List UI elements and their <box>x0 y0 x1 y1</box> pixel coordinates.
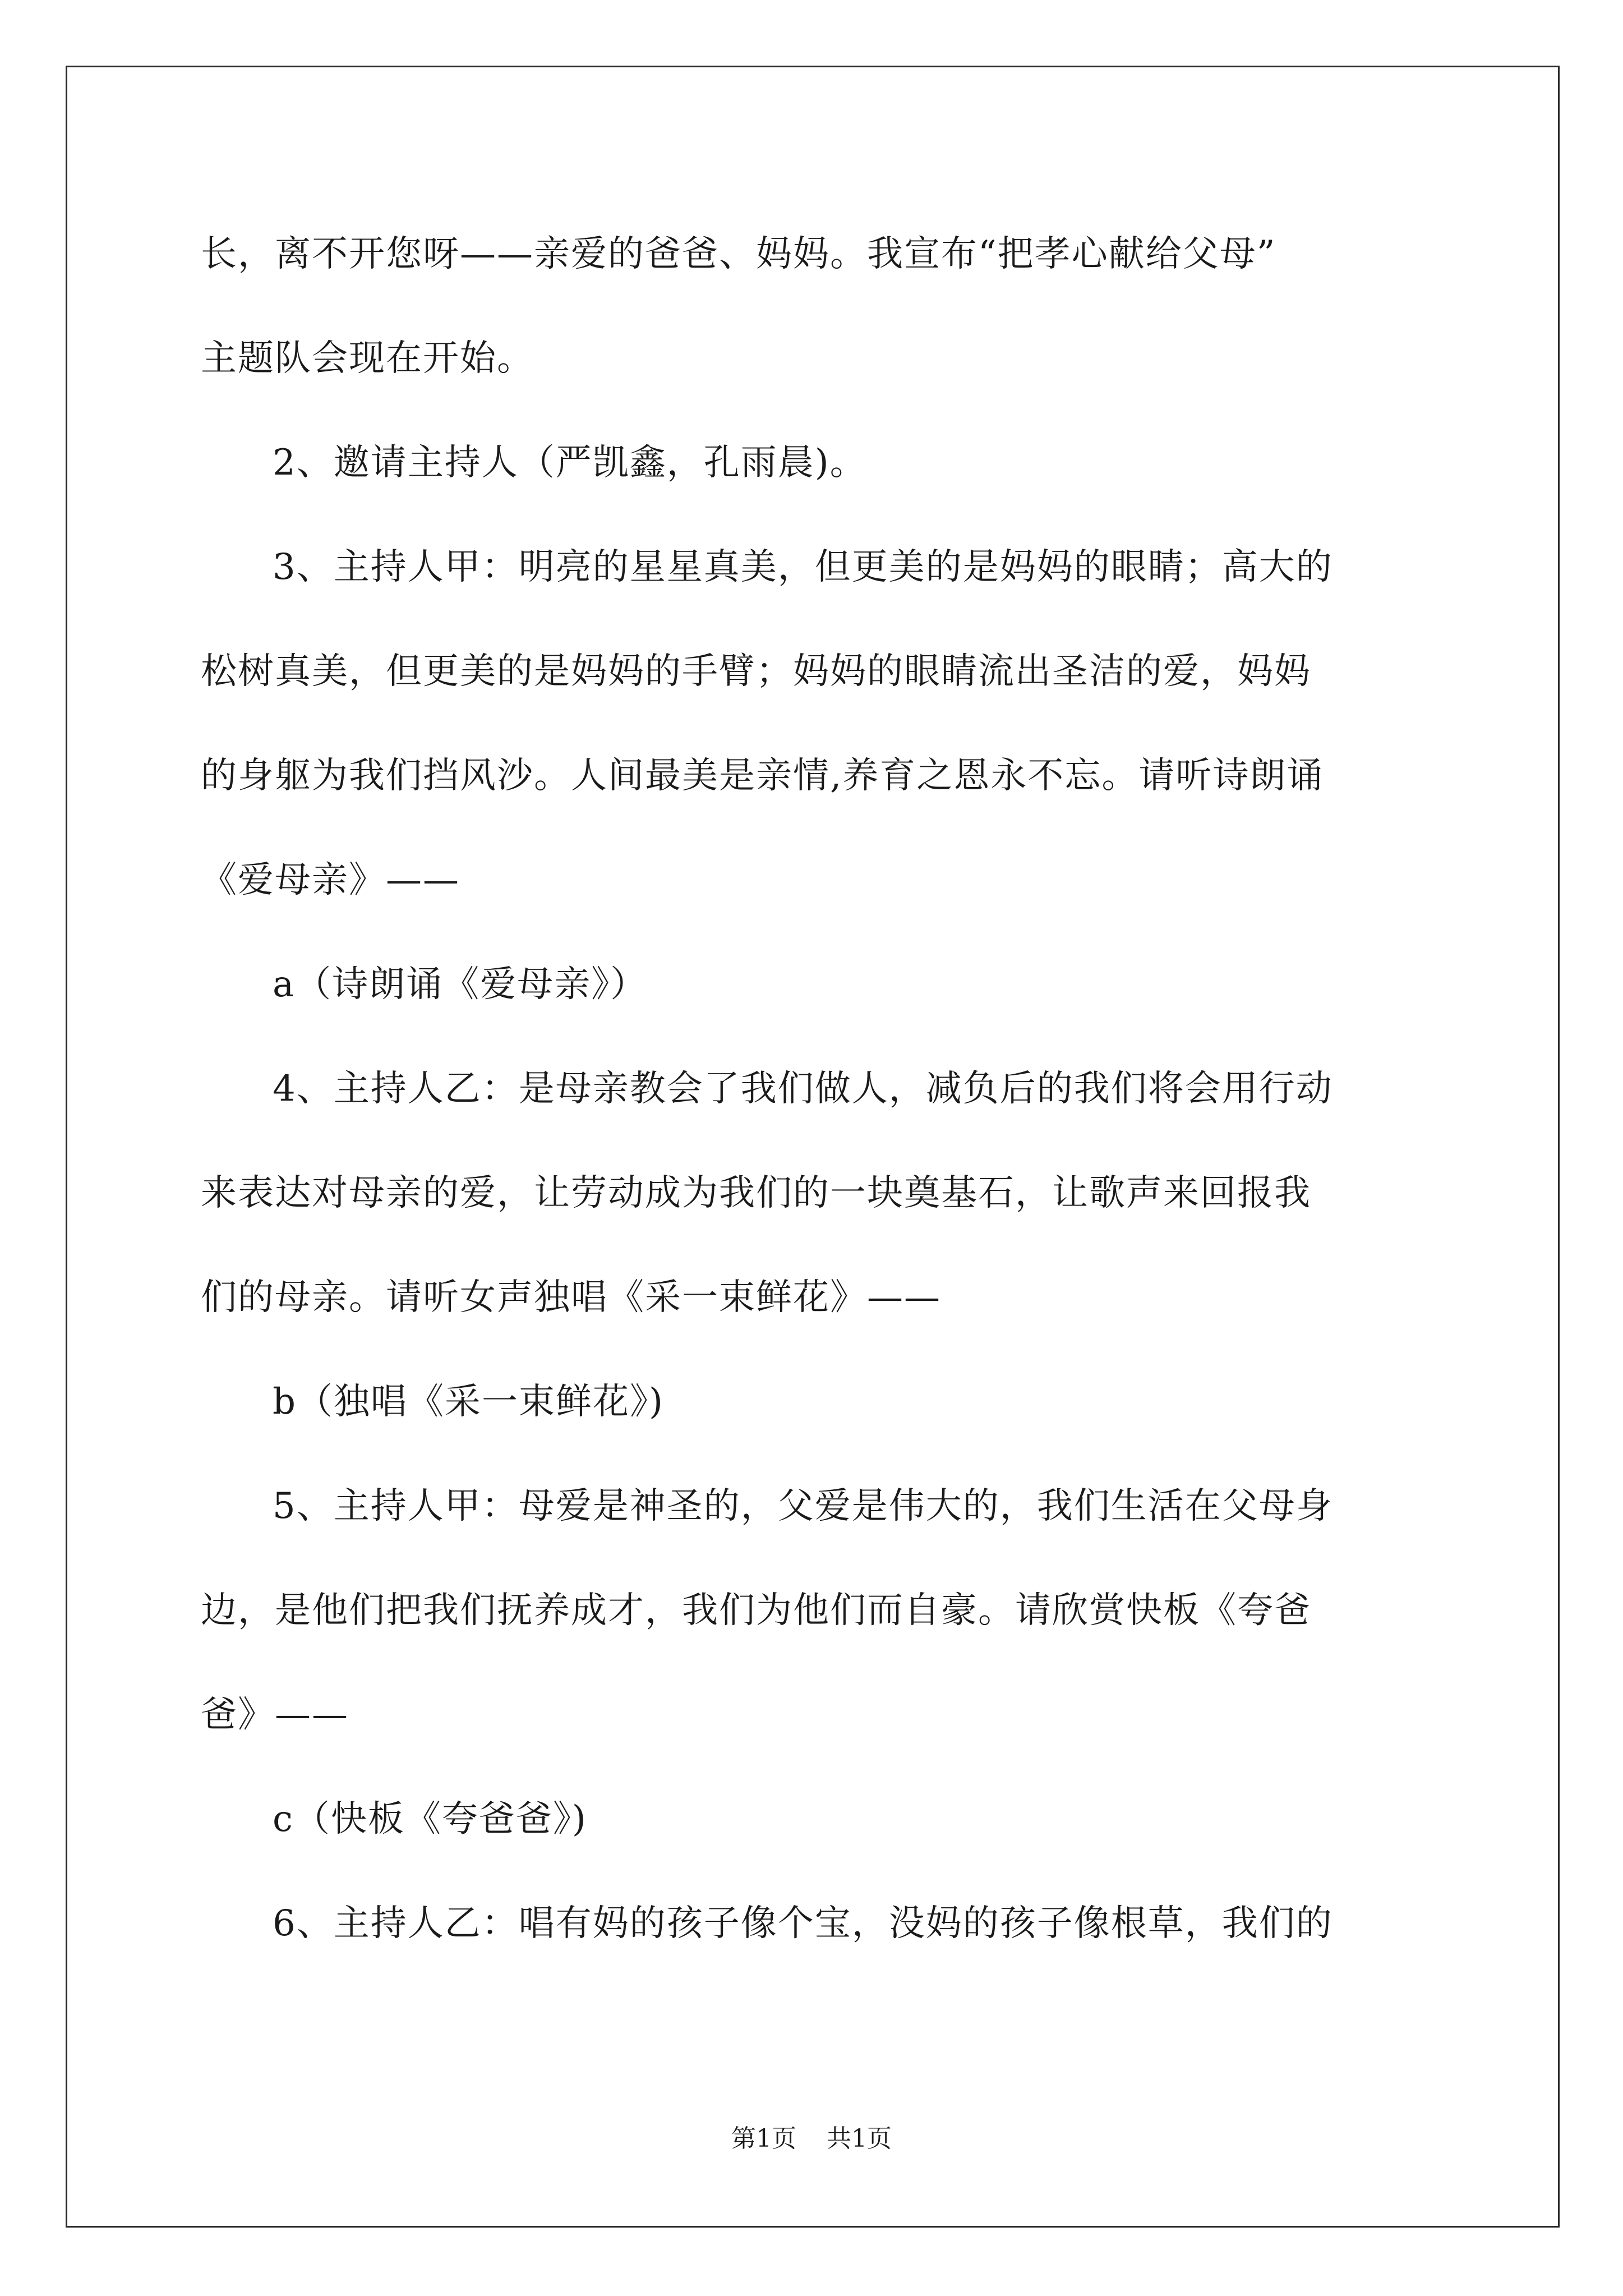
text-line: c（快板《夸爸爸》) <box>273 1798 587 1840</box>
text-line: 主题队会现在开始。 <box>201 338 534 379</box>
text-line: 6、主持人乙：唱有妈的孩子像个宝，没妈的孩子像根草，我们的 <box>273 1903 1333 1944</box>
text-line: 长，离不开您呀——亲爱的爸爸、妈妈。我宣布“把孝心献给父母” <box>201 233 1276 275</box>
text-line: 们的母亲。请听女声独唱《采一束鲜花》—— <box>201 1277 941 1318</box>
document-body <box>201 202 1435 1976</box>
text-line: 5、主持人甲：母爱是神圣的，父爱是伟大的，我们生活在父母身 <box>273 1485 1333 1527</box>
text-line: 2、邀请主持人（严凯鑫，孔雨晨)。 <box>273 442 867 484</box>
text-line: 3、主持人甲：明亮的星星真美，但更美的是妈妈的眼睛；高大的 <box>273 546 1333 588</box>
text-line: 松树真美，但更美的是妈妈的手臂；妈妈的眼睛流出圣洁的爱，妈妈 <box>201 651 1311 692</box>
text-line: a（诗朗诵《爱母亲》） <box>273 964 648 1005</box>
page-number: 第1页 <box>731 2124 796 2153</box>
text-line: 的身躯为我们挡风沙。人间最美是亲情,养育之恩永不忘。请听诗朗诵 <box>201 755 1324 797</box>
page-footer <box>0 2118 1623 2154</box>
text-line: 4、主持人乙：是母亲教会了我们做人，减负后的我们将会用行动 <box>273 1068 1333 1110</box>
text-line: 来表达对母亲的爱，让劳动成为我们的一块奠基石，让歌声来回报我 <box>201 1172 1311 1214</box>
text-line: 爸》—— <box>201 1694 349 1736</box>
text-line: 边，是他们把我们抚养成才，我们为他们而自豪。请欣赏快板《夸爸 <box>201 1590 1311 1631</box>
text-line: b（独唱《采一束鲜花》) <box>273 1381 664 1423</box>
text-line: 《爱母亲》—— <box>201 859 460 901</box>
page-total: 共1页 <box>827 2124 892 2153</box>
